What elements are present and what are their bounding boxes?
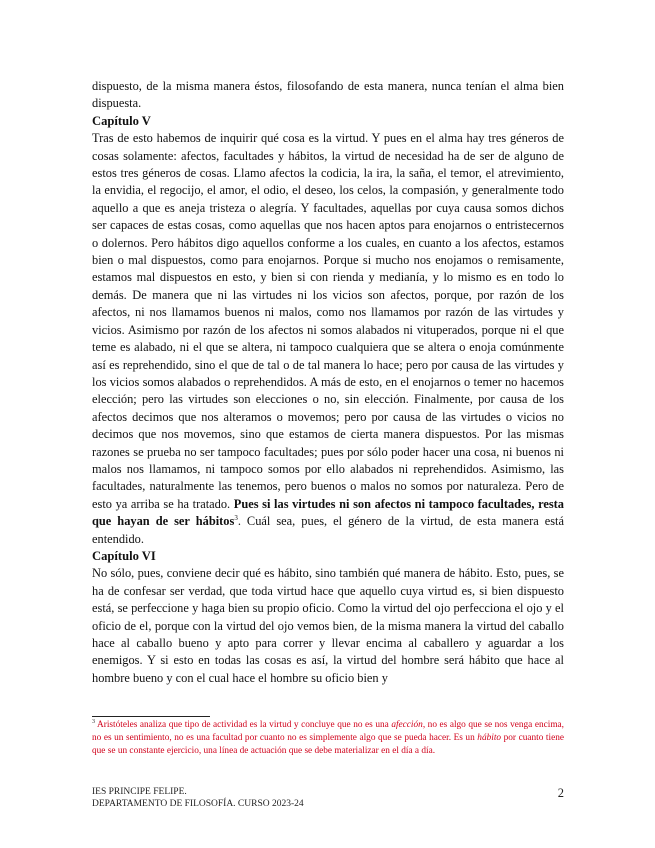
footnote-reference[interactable]: 3 <box>234 514 238 523</box>
footnote <box>92 719 564 759</box>
footnote-italic-habito: hábito <box>477 733 502 744</box>
footer-department: DEPARTAMENTO DE FILOSOFÍA. CURSO 2023-24 <box>92 799 304 809</box>
footnote-separator <box>92 716 210 717</box>
chapter-v-text-end: . Cuál sea, pues, el género de la virtud, de esta manera está entendido. <box>92 514 564 546</box>
chapter-vi-paragraph: No sólo, pues, conviene decir qué es hábito, sino también qué manera de hábito. Esto, pues, se ha de confesar ser verdad, que toda virtud hace que aquello cuya virtud es, si bien dispuesto está, se perfeccione y haga bien su propio oficio. Como la virtud del ojo perfecciona el ojo y el oficio de el, porque con la virtud del ojo vemos bien, de la misma manera la virtud del caballo hace al caballo bueno y apto para correr y llevar encima al caballero y aguardar a los enemigos. Y si esto en todas las cosas es así, la virtud del hombre será hábito que hace al hombre bueno y con el cual hace el hombre su oficio bien y <box>92 566 564 685</box>
page-number: 2 <box>557 786 564 800</box>
chapter-v-bold-conclusion: Pues si las virtudes ni son afectos ni tampoco facultades, resta que hayan de ser hábitos <box>92 496 564 529</box>
chapter-v-text: Tras de esto habemos de inquirir qué cosa es la virtud. Y pues en el alma hay tres géneros de cosas solamente: afectos, facultades y hábitos, la virtud de necesidad ha de ser de alguno de estos tres géneros de cosas. Llamo afectos la codicia, la ira, la saña, el temor, el atrevimiento, la envidia, el regocijo, el amor, el odio, el deseo, los celos, la compasión, y generalmente todo aquello a que es aneja tristeza o alegría. Y facultades, aquellas por cuya causa somos dichos ser capaces de estas cosas, como aquellas que nos hacen aptos para enojarnos o entristecernos o dolernos. Pero hábitos digo aquellos conforme a los cuales, en cuanto a los afectos, estamos bien o mal dispuestos, como para enojarnos. Porque si mucho nos enojamos o remisamente, estamos mal dispuestos en esto, y bien si con rienda y medianía, y lo mismo es en todo lo demás. De manera que ni las virtudes ni los vicios son afectos, porque, por razón de los afectos, ni nos llamamos buenos ni malos, como nos llamamos por razón de las virtudes y vicios. Asimismo por razón de los afectos ni somos alabados ni vituperados, porque ni el que teme es alabado, ni el que se altera, ni tampoco cualquiera que se altera o enoja comúnmente así es reprehendido, sino el que de tal o de tal manera lo hace; pero por causa de las virtudes y los vicios somos alabados o reprehendidos. A más de esto, en el enojarnos o temer no hacemos elección; pero las virtudes son elecciones o no, sin elección. Finalmente, por causa de los afectos decimos que nos alteramos o movemos; pero por causa de las virtudes o vicios no decimos que nos movemos, sino que estamos de cierta manera dispuestos. Por las mismas razones se prueba no ser tampoco facultades; pues por sólo poder hacer una cosa, ni buenos ni malos nos llamamos, ni tampoco somos por ello alabados ni reprehendidos. Asimismo, las facultades, naturalmente las tenemos, pero buenos o malos no somos por naturaleza. Pero de esto ya arriba se ha tratado. <box>92 131 564 511</box>
footnote-italic-afeccion: afección <box>391 720 423 730</box>
footnote-text-2: , no es algo que se nos venga encima, no es un sentimiento, no es una facultad por cuanto no es simplemente algo que se pueda hacer. Es un <box>92 720 564 744</box>
footnote-text-1: Aristóteles analiza que tipo de actividad es la virtud y concluye que no es una <box>95 720 392 730</box>
footnote-number: 3 <box>92 718 95 725</box>
continued-paragraph: dispuesto, de la misma manera éstos, filosofando de esta manera, nunca tenían el alma bien dispuesta. <box>92 79 564 111</box>
chapter-v-paragraph <box>92 130 564 548</box>
chapter-vi-heading: Capítulo VI <box>92 548 156 563</box>
main-content <box>92 78 564 687</box>
footer-school: IES PRINCIPE FELIPE. <box>92 787 187 797</box>
page-footer <box>92 786 304 810</box>
footnote-text-3: por cuanto tiene que se un constante ejercicio, una línea de actuación que se debe materializar en el día a día. <box>92 733 564 757</box>
chapter-v-heading: Capítulo V <box>92 113 151 128</box>
